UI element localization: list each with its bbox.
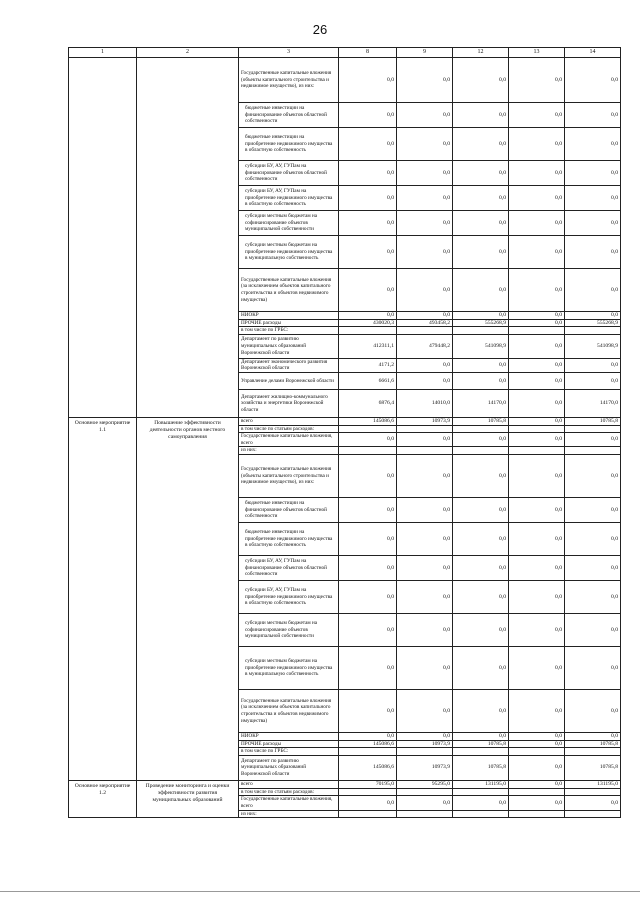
value-cell: 0,0	[397, 58, 453, 103]
value-cell	[453, 748, 509, 756]
value-cell: 10785,8	[565, 417, 621, 425]
value-cell: 0,0	[509, 646, 565, 689]
value-cell: 10785,8	[453, 740, 509, 748]
value-cell: 0,0	[565, 522, 621, 555]
activity-number: Основное мероприятие 1.1	[69, 417, 137, 780]
value-cell: 0,0	[565, 433, 621, 447]
value-cell: 0,0	[339, 128, 397, 161]
value-cell: 0,0	[397, 433, 453, 447]
activity-name	[137, 58, 239, 418]
value-cell: 10785,8	[453, 417, 509, 425]
value-cell: 0,0	[397, 128, 453, 161]
expense-label: субсидии БУ, АУ, ГУПам на финансирование объектов областной собственности	[239, 555, 339, 580]
expense-label: ПРОЧИЕ расходы	[239, 319, 339, 327]
value-cell: 0,0	[509, 740, 565, 748]
value-cell: 0,0	[453, 372, 509, 389]
value-cell: 10785,8	[565, 755, 621, 780]
expense-label: Государственные капитальные вложения, всего	[239, 433, 339, 447]
value-cell: 0,0	[339, 732, 397, 740]
value-cell: 0,0	[397, 497, 453, 522]
value-cell: 0,0	[509, 522, 565, 555]
table-row	[69, 780, 621, 788]
value-cell: 0,0	[339, 312, 397, 320]
activity-number	[69, 58, 137, 418]
value-cell: 0,0	[453, 186, 509, 211]
value-cell: 0,0	[397, 580, 453, 613]
value-cell: 0,0	[397, 358, 453, 372]
value-cell: 0,0	[339, 497, 397, 522]
expense-label: всего	[239, 417, 339, 425]
header-cell: 1	[69, 48, 137, 58]
value-cell: 10785,8	[453, 755, 509, 780]
value-cell: 0,0	[339, 211, 397, 236]
budget-table	[68, 47, 621, 818]
value-cell: 555268,9	[565, 319, 621, 327]
value-cell: 412311,1	[339, 334, 397, 358]
value-cell	[509, 810, 565, 818]
value-cell: 0,0	[509, 454, 565, 497]
value-cell: 0,0	[453, 269, 509, 312]
value-cell: 0,0	[397, 522, 453, 555]
value-cell: 14170,0	[565, 389, 621, 417]
value-cell: 145086,6	[339, 755, 397, 780]
value-cell: 0,0	[397, 211, 453, 236]
value-cell: 0,0	[453, 555, 509, 580]
value-cell	[565, 447, 621, 455]
value-cell: 0,0	[509, 236, 565, 269]
activity-number: Основное мероприятие 1.2	[69, 780, 137, 817]
expense-label: субсидии БУ, АУ, ГУПам на финансирование объектов областной собственности	[239, 161, 339, 186]
value-cell	[565, 748, 621, 756]
value-cell: 0,0	[339, 161, 397, 186]
value-cell: 0,0	[397, 161, 453, 186]
value-cell: 0,0	[453, 796, 509, 810]
value-cell: 0,0	[565, 454, 621, 497]
expense-label: бюджетные инвестиции на приобретение недвижимого имущества в областную собственность	[239, 522, 339, 555]
value-cell: 0,0	[509, 334, 565, 358]
value-cell: 0,0	[509, 312, 565, 320]
header-cell: 14	[565, 48, 621, 58]
value-cell: 0,0	[453, 236, 509, 269]
value-cell: 0,0	[565, 555, 621, 580]
value-cell: 0,0	[453, 454, 509, 497]
value-cell: 4171,2	[339, 358, 397, 372]
value-cell	[453, 425, 509, 433]
value-cell	[397, 788, 453, 796]
value-cell: 70195,0	[339, 780, 397, 788]
expense-label: Управление делами Воронежской области	[239, 372, 339, 389]
value-cell	[509, 327, 565, 335]
expense-label: субсидии местным бюджетам на софинансирование объектов муниципальной собственности	[239, 211, 339, 236]
value-cell: 0,0	[339, 522, 397, 555]
expense-label: субсидии БУ, АУ, ГУПам на приобретение недвижимого имущества в областную собственность	[239, 580, 339, 613]
value-cell: 0,0	[397, 454, 453, 497]
page-number: 26	[312, 22, 328, 37]
value-cell: 0,0	[339, 236, 397, 269]
expense-label: Государственные капитальные вложения (за исключением объектов капитального строительства и объектов недвижимого имущества)	[239, 269, 339, 312]
value-cell	[565, 788, 621, 796]
value-cell	[509, 748, 565, 756]
value-cell: 0,0	[339, 580, 397, 613]
expense-label: Департамент жилищно-коммунального хозяйства и энергетики Воронежской области	[239, 389, 339, 417]
expense-label: бюджетные инвестиции на приобретение недвижимого имущества в областную собственность	[239, 128, 339, 161]
expense-label: ПРОЧИЕ расходы	[239, 740, 339, 748]
value-cell: 0,0	[565, 103, 621, 128]
value-cell	[509, 425, 565, 433]
value-cell: 0,0	[453, 211, 509, 236]
value-cell: 0,0	[339, 433, 397, 447]
value-cell: 0,0	[509, 417, 565, 425]
value-cell: 0,0	[397, 732, 453, 740]
value-cell: 0,0	[397, 613, 453, 646]
value-cell: 0,0	[397, 796, 453, 810]
value-cell: 0,0	[509, 186, 565, 211]
value-cell	[565, 425, 621, 433]
value-cell: 0,0	[509, 780, 565, 788]
value-cell: 0,0	[453, 103, 509, 128]
value-cell: 0,0	[453, 161, 509, 186]
value-cell: 6661,6	[339, 372, 397, 389]
value-cell: 0,0	[509, 433, 565, 447]
value-cell: 0,0	[397, 555, 453, 580]
table-row	[69, 417, 621, 425]
value-cell: 0,0	[339, 58, 397, 103]
value-cell: 131195,0	[565, 780, 621, 788]
value-cell: 0,0	[565, 358, 621, 372]
value-cell: 0,0	[339, 796, 397, 810]
value-cell: 0,0	[565, 372, 621, 389]
value-cell: 0,0	[509, 358, 565, 372]
value-cell: 541098,9	[453, 334, 509, 358]
value-cell: 0,0	[565, 646, 621, 689]
value-cell: 0,0	[397, 646, 453, 689]
value-cell	[339, 810, 397, 818]
value-cell: 0,0	[509, 128, 565, 161]
value-cell: 0,0	[453, 580, 509, 613]
expense-label: всего	[239, 780, 339, 788]
expense-label: в том числе по ГРБС:	[239, 327, 339, 335]
value-cell: 0,0	[453, 689, 509, 732]
value-cell: 145086,6	[339, 417, 397, 425]
value-cell: 0,0	[509, 732, 565, 740]
value-cell	[339, 425, 397, 433]
value-cell: 0,0	[453, 358, 509, 372]
value-cell: 10973,9	[397, 755, 453, 780]
value-cell: 10785,8	[565, 740, 621, 748]
value-cell: 0,0	[565, 689, 621, 732]
value-cell: 0,0	[397, 236, 453, 269]
value-cell: 0,0	[565, 186, 621, 211]
value-cell: 0,0	[339, 269, 397, 312]
value-cell: 0,0	[565, 161, 621, 186]
value-cell: 0,0	[565, 236, 621, 269]
value-cell: 0,0	[565, 128, 621, 161]
header-cell: 2	[137, 48, 239, 58]
expense-label: субсидии местным бюджетам на софинансирование объектов муниципальной собственности	[239, 613, 339, 646]
value-cell: 95295,0	[397, 780, 453, 788]
value-cell: 0,0	[565, 613, 621, 646]
value-cell: 0,0	[397, 186, 453, 211]
value-cell: 0,0	[509, 755, 565, 780]
value-cell: 0,0	[397, 103, 453, 128]
value-cell: 0,0	[509, 161, 565, 186]
value-cell: 0,0	[397, 312, 453, 320]
activity-name: Проведение мониторинга и оценки эффективности развития муниципальных образований	[137, 780, 239, 817]
expense-label: Департамент по развитию муниципальных образований Воронежской области	[239, 334, 339, 358]
value-cell: 0,0	[509, 103, 565, 128]
value-cell: 145086,6	[339, 740, 397, 748]
value-cell	[339, 748, 397, 756]
value-cell: 0,0	[453, 613, 509, 646]
expense-label: НИОКР	[239, 312, 339, 320]
value-cell: 430020,3	[339, 319, 397, 327]
expense-label: субсидии местным бюджетам на приобретение недвижимого имущества в муниципальную собственность	[239, 646, 339, 689]
value-cell: 0,0	[565, 269, 621, 312]
value-cell	[397, 810, 453, 818]
expense-label: Государственные капитальные вложения, всего	[239, 796, 339, 810]
value-cell: 0,0	[453, 646, 509, 689]
value-cell: 555268,9	[453, 319, 509, 327]
value-cell	[453, 788, 509, 796]
bottom-rule	[0, 891, 640, 892]
table-row	[69, 58, 621, 103]
value-cell: 0,0	[453, 497, 509, 522]
header-cell: 9	[397, 48, 453, 58]
value-cell	[453, 810, 509, 818]
value-cell	[565, 327, 621, 335]
value-cell: 14010,0	[397, 389, 453, 417]
value-cell: 0,0	[339, 103, 397, 128]
expense-label: из них:	[239, 447, 339, 455]
value-cell: 0,0	[339, 689, 397, 732]
value-cell: 0,0	[453, 732, 509, 740]
expense-label: в том числе по статьям расходов:	[239, 788, 339, 796]
value-cell: 131195,0	[453, 780, 509, 788]
value-cell: 0,0	[509, 613, 565, 646]
expense-label: Государственные капитальные вложения (за исключением объектов капитального строительства и объектов недвижимого имущества)	[239, 689, 339, 732]
value-cell	[397, 327, 453, 335]
value-cell: 0,0	[509, 58, 565, 103]
expense-label: НИОКР	[239, 732, 339, 740]
value-cell: 541098,9	[565, 334, 621, 358]
value-cell: 0,0	[509, 211, 565, 236]
value-cell: 0,0	[509, 689, 565, 732]
value-cell	[339, 447, 397, 455]
activity-name: Повышение эффективности деятельности органов местного самоуправления	[137, 417, 239, 780]
expense-label: из них:	[239, 810, 339, 818]
value-cell	[339, 327, 397, 335]
header-cell: 3	[239, 48, 339, 58]
value-cell: 493458,2	[397, 319, 453, 327]
value-cell: 6876,4	[339, 389, 397, 417]
expense-label: Государственные капитальные вложения (объекты капитального строительства и недвижимое имущество), из них:	[239, 454, 339, 497]
value-cell: 0,0	[509, 269, 565, 312]
value-cell	[509, 447, 565, 455]
value-cell: 0,0	[565, 312, 621, 320]
value-cell: 0,0	[509, 389, 565, 417]
value-cell: 0,0	[565, 732, 621, 740]
expense-label: в том числе по ГРБС:	[239, 748, 339, 756]
value-cell: 0,0	[565, 58, 621, 103]
header-cell: 12	[453, 48, 509, 58]
value-cell: 0,0	[565, 580, 621, 613]
value-cell: 0,0	[565, 497, 621, 522]
value-cell: 0,0	[509, 372, 565, 389]
value-cell: 0,0	[397, 269, 453, 312]
header-cell: 13	[509, 48, 565, 58]
expense-label: Департамент по развитию муниципальных образований Воронежской области	[239, 755, 339, 780]
value-cell	[453, 327, 509, 335]
value-cell: 0,0	[509, 555, 565, 580]
value-cell: 0,0	[453, 128, 509, 161]
value-cell: 0,0	[397, 372, 453, 389]
header-cell: 8	[339, 48, 397, 58]
value-cell: 10973,9	[397, 740, 453, 748]
table-body	[69, 48, 621, 818]
value-cell: 0,0	[453, 433, 509, 447]
value-cell: 0,0	[339, 555, 397, 580]
value-cell	[339, 788, 397, 796]
value-cell: 14170,0	[453, 389, 509, 417]
value-cell: 0,0	[509, 497, 565, 522]
expense-label: Государственные капитальные вложения (объекты капитального строительства и недвижимое имущество), из них:	[239, 58, 339, 103]
value-cell: 0,0	[565, 211, 621, 236]
value-cell: 0,0	[509, 580, 565, 613]
value-cell: 479448,2	[397, 334, 453, 358]
value-cell: 10973,9	[397, 417, 453, 425]
expense-label: бюджетные инвестиции на финансирование объектов областной собственности	[239, 103, 339, 128]
value-cell	[509, 788, 565, 796]
value-cell: 0,0	[339, 186, 397, 211]
value-cell: 0,0	[397, 689, 453, 732]
header-row	[69, 48, 621, 58]
value-cell: 0,0	[565, 796, 621, 810]
value-cell	[397, 748, 453, 756]
expense-label: субсидии БУ, АУ, ГУПам на приобретение недвижимого имущества в областную собственность	[239, 186, 339, 211]
value-cell: 0,0	[453, 312, 509, 320]
value-cell	[453, 447, 509, 455]
expense-label: в том числе по статьям расходов:	[239, 425, 339, 433]
value-cell: 0,0	[509, 796, 565, 810]
expense-label: Департамент экономического развития Воронежской области	[239, 358, 339, 372]
value-cell: 0,0	[339, 613, 397, 646]
value-cell: 0,0	[509, 319, 565, 327]
value-cell: 0,0	[339, 454, 397, 497]
expense-label: субсидии местным бюджетам на приобретение недвижимого имущества в муниципальную собственность	[239, 236, 339, 269]
value-cell	[565, 810, 621, 818]
value-cell	[397, 425, 453, 433]
value-cell: 0,0	[453, 58, 509, 103]
value-cell: 0,0	[453, 522, 509, 555]
value-cell: 0,0	[339, 646, 397, 689]
value-cell	[397, 447, 453, 455]
expense-label: бюджетные инвестиции на финансирование объектов областной собственности	[239, 497, 339, 522]
